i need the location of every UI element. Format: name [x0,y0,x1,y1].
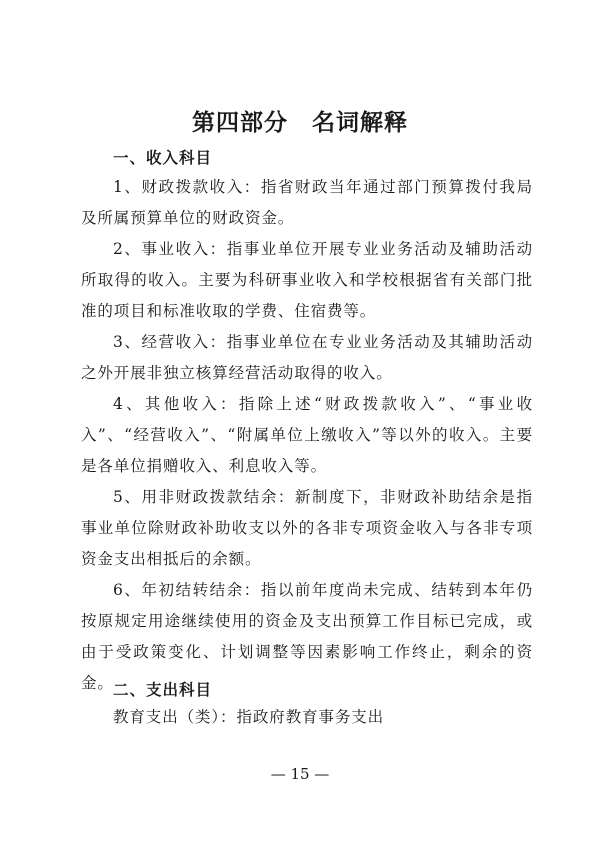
paragraph-business-income: 2、事业收入：指事业单位开展专业业务活动及辅助活动所取得的收入。主要为科研事业收入和学校根据省有关部门批准的项目和标准收取的学费、住宿费等。 [81,240,533,320]
page-number: — 15 — [270,765,330,783]
paragraph-carryover-balance: 6、年初结转结余：指以前年度尚未完成、结转到本年仍按原规定用途继续使用的资金及支出预算工作目标已完成，或由于受政策变化、计划调整等因素影响工作终止，剩余的资金。 [81,581,533,692]
paragraph-other-income: 4、其他收入：指除上述“财政拨款收入”、“事业收入”、“经营收入”、“附属单位上缴收入”等以外的收入。主要是各单位捐赠收入、利息收入等。 [81,395,533,475]
paragraph-fiscal-allocation: 1、财政拨款收入：指省财政当年通过部门预算拨付我局及所属预算单位的财政资金。 [81,178,533,227]
paragraph-education-expenditure: 教育支出（类）：指政府教育事务支出 [113,708,385,726]
paragraph-operating-income: 3、经营收入：指事业单位在专业业务活动及其辅助活动之外开展非独立核算经营活动取得的收入。 [81,333,533,382]
paragraph-non-fiscal-balance: 5、用非财政拨款结余：新制度下，非财政补助结余是指事业单位除财政补助收支以外的各非专项资金收入与各非专项资金支出相抵后的余额。 [81,488,533,568]
page-title: 第四部分 名词解释 [192,110,408,136]
section-heading-income: 一、收入科目 [113,149,213,167]
section-heading-expenditure: 二、支出科目 [113,681,213,699]
